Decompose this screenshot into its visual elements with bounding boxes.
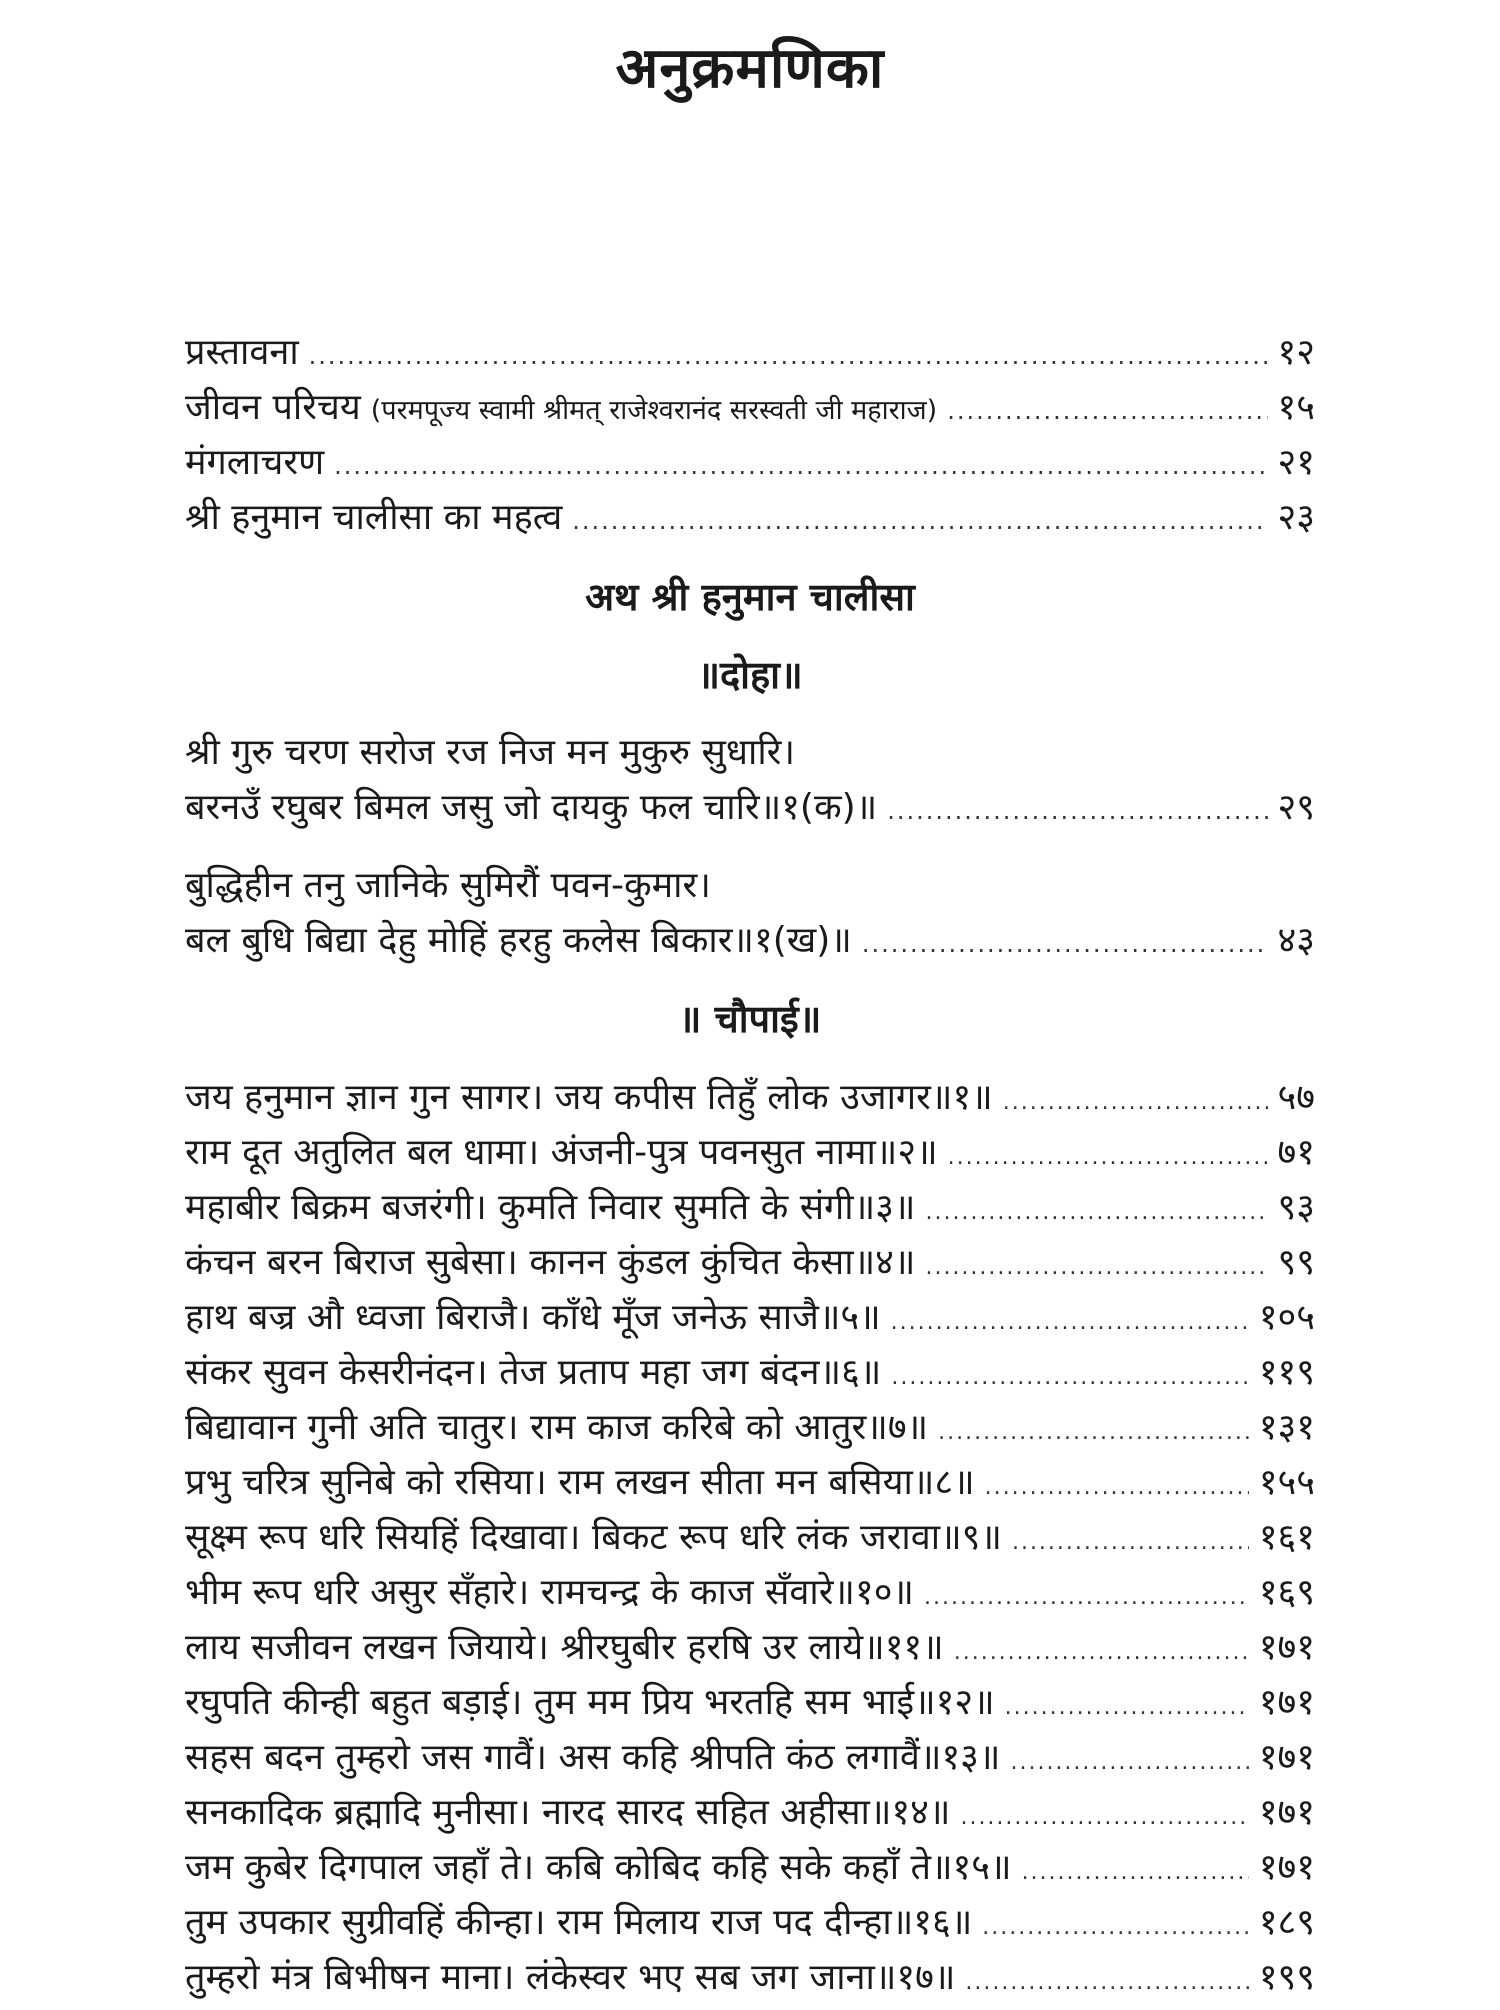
front-matter-list [185,325,1315,545]
toc-entry-text: भीम रूप धरि असुर सँहारे। रामचन्द्र के काज सँवारे॥१०॥ [185,1572,914,1613]
toc-entry-text: तुम्हरो मंत्र बिभीषन माना। लंकेस्वर भए सब जग जाना॥१७॥ [185,1957,956,1998]
toc-entry-text: महाबीर बिक्रम बजरंगी। कुमति निवार सुमति के संगी॥३॥ [185,1187,916,1228]
leader-dots [1012,1515,1249,1570]
toc-entry [185,1235,1315,1290]
toc-entry-page: १५ [1277,387,1315,428]
chaupai-list [185,1070,1315,2005]
toc-entry-text: जम कुबेर दिगपाल जहाँ ते। कबि कोबिद कहि सके कहाँ ते॥१५॥ [185,1847,1012,1888]
doha-line: बल बुधि बिद्या देहु मोहिं हरहु कलेस बिकार॥१(ख)॥ [185,920,852,961]
toc-entry-text: प्रभु चरित्र सुनिबे को रसिया। राम लखन सीता मन बसिया॥८॥ [185,1462,975,1503]
toc-entry-page: १९९ [1258,1957,1315,1998]
toc-entry-text: बिद्यावान गुनी अति चातुर। राम काज करिबे को आतुर॥७॥ [185,1407,929,1448]
leader-dots [891,1295,1249,1350]
toc-entry-page: ९३ [1277,1187,1315,1228]
toc-entry-page: २३ [1277,497,1315,538]
toc-entry-text: तुम उपकार सुग्रीवहिं कीन्हा। राम मिलाय राज पद दीन्हा॥१६॥ [185,1902,973,1943]
toc-entry-page: ९९ [1277,1242,1315,1283]
toc-entry [185,1950,1315,2005]
toc-entry [185,1070,1315,1125]
leader-dots [948,1130,1268,1185]
leader-dots [891,1350,1248,1405]
toc-entry-page: १७१ [1258,1847,1315,1888]
toc-entry-text: सहस बदन तुम्हरो जस गावैं। अस कहि श्रीपति कंठ लगावैं॥१३॥ [185,1737,1001,1778]
toc-entry [185,1400,1315,1455]
toc-entry-text: श्री हनुमान चालीसा का महत्व [185,497,563,538]
leader-dots [982,1900,1249,1955]
toc-entry-text: मंगलाचरण [185,442,325,483]
leader-dots [925,1185,1267,1240]
toc-entry-page: १७१ [1258,1792,1315,1833]
toc-entry-page: १८९ [1258,1902,1315,1943]
toc-entry [185,325,1315,380]
leader-dots [985,1460,1249,1515]
toc-entry [185,1565,1315,1620]
toc-entry-text: राम दूत अतुलित बल धामा। अंजनी-पुत्र पवनसुत नामा॥२॥ [185,1132,938,1173]
toc-entry-text: लाय सजीवन लखन जियाये। श्रीरघुबीर हरषि उर लाये॥११॥ [185,1627,944,1668]
toc-entry [185,1620,1315,1675]
toc-entry-text: कंचन बरन बिराज सुबेसा। कानन कुंडल कुंचित केसा॥४॥ [185,1242,916,1283]
doha-line: बुद्धिहीन तनु जानिके सुमिरौं पवन-कुमार। [185,865,711,906]
leader-dots [887,784,1267,839]
toc-entry-subtitle: (परमपूज्य स्वामी श्रीमत् राजेश्वरानंद सरस्वती जी महाराज) [370,395,938,426]
toc-entry-page: ७१ [1277,1132,1315,1173]
toc-entry [185,1345,1315,1400]
leader-dots [572,494,1267,549]
toc-entry-page: १३१ [1258,1407,1315,1448]
leader-dots [938,1405,1249,1460]
toc-entry-page: १०५ [1258,1297,1315,1338]
toc-entry-page: ५७ [1277,1077,1315,1118]
doha-line: बरनउँ रघुबर बिमल जसु जो दायकु फल चारि॥१(क)॥ [185,787,878,828]
toc-entry-text: रघुपति कीन्ही बहुत बड़ाई। तुम मम प्रिय भरतहि सम भाई॥१२॥ [185,1682,995,1723]
leader-dots [309,329,1268,384]
toc-entry-page: १७१ [1258,1627,1315,1668]
toc-entry-page: १५५ [1258,1462,1315,1503]
toc-entry-page: ४३ [1277,920,1315,961]
leader-dots [965,1955,1248,2010]
toc-entry [185,1455,1315,1510]
leader-dots [947,384,1267,439]
toc-entry-page: २९ [1277,787,1315,828]
chaupai-heading: ॥ चौपाई॥ [678,997,822,1041]
leader-dots [1010,1735,1248,1790]
doha-heading: ॥दोहा॥ [697,653,803,697]
leader-dots [334,439,1267,494]
toc-entry [185,1730,1315,1785]
toc-entry [185,435,1315,490]
toc-entry [185,1895,1315,1950]
leader-dots [1005,1680,1249,1735]
toc-entry-page: १७१ [1258,1737,1315,1778]
section-heading: अथ श्री हनुमान चालीसा [585,575,915,619]
toc-entry-text: संकर सुवन केसरीनंदन। तेज प्रताप महा जग बंदन॥६॥ [185,1352,882,1393]
toc-entry-text: सूक्ष्म रूप धरि सियहिं दिखावा। बिकट रूप धरि लंक जरावा॥९॥ [185,1517,1002,1558]
toc-entry [185,1125,1315,1180]
toc-entry-text: जीवन परिचय [185,387,361,428]
leader-dots [1022,1845,1249,1900]
toc-entry [185,780,1315,835]
doha-entry [185,725,1315,835]
toc-entry-page: १२ [1277,332,1315,373]
toc-entry [185,1675,1315,1730]
toc-entry-text: सनकादिक ब्रह्मादि मुनीसा। नारद सारद सहित अहीसा॥१४॥ [185,1792,951,1833]
toc-entry-page: २१ [1277,442,1315,483]
doha-line: श्री गुरु चरण सरोज रज निज मन मुकुरु सुधारि। [185,732,796,773]
toc-entry-page: १७१ [1258,1682,1315,1723]
toc-entry-page: ११९ [1258,1352,1315,1393]
toc-entry-text: जय हनुमान ज्ञान गुन सागर। जय कपीस तिहुँ लोक उजागर॥१॥ [185,1077,993,1118]
toc-entry [185,1785,1315,1840]
leader-dots [1003,1075,1268,1130]
toc-entry [185,913,1315,968]
leader-dots [925,1240,1267,1295]
toc-entry-text: प्रस्तावना [185,332,299,373]
leader-dots [924,1570,1249,1625]
toc-entry [185,1180,1315,1235]
toc-entry [185,1290,1315,1345]
page-title: अनुक्रमणिका [615,36,885,101]
doha-entry [185,858,1315,968]
toc-entry-page: १६१ [1258,1517,1315,1558]
toc-entry [185,380,1315,435]
toc-entry [185,1510,1315,1565]
toc-entry [185,1840,1315,1895]
toc-entry-page: १६९ [1258,1572,1315,1613]
leader-dots [862,917,1268,972]
leader-dots [954,1625,1249,1680]
toc-entry-text: हाथ बज्र औ ध्वजा बिराजै। काँधे मूँज जनेऊ साजै॥५॥ [185,1297,881,1338]
toc-entry [185,490,1315,545]
leader-dots [960,1790,1248,1845]
